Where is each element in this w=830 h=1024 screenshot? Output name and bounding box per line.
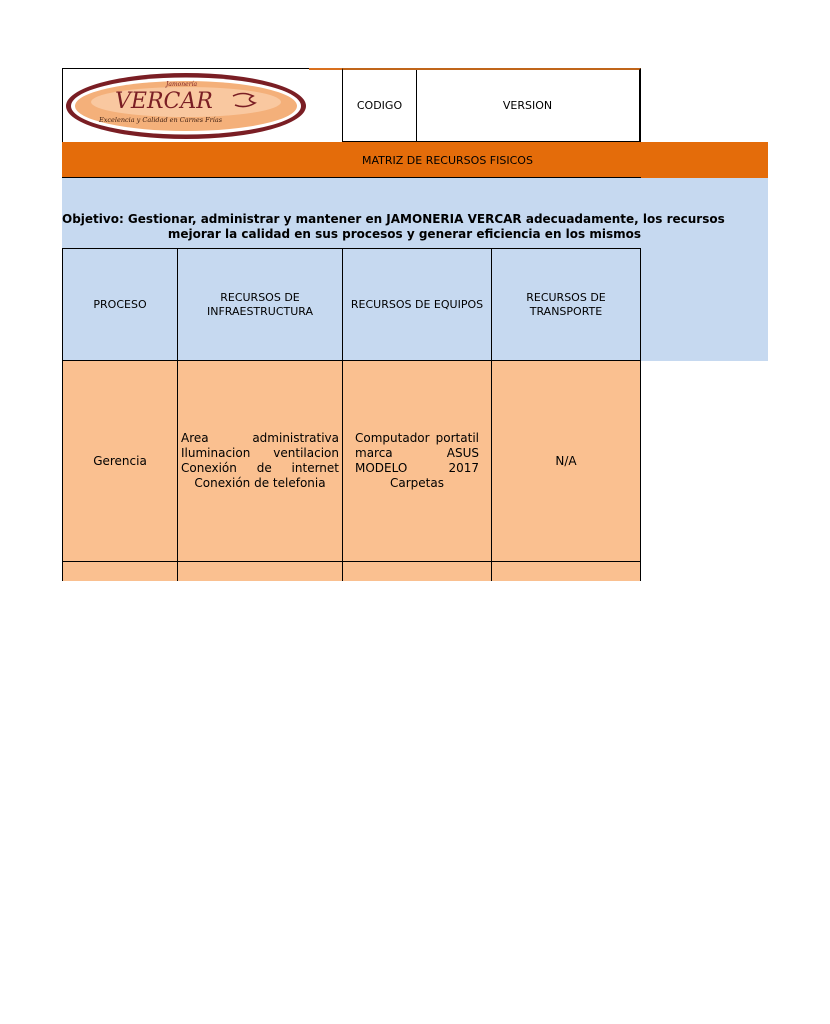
cell-equipos xyxy=(342,360,492,562)
logo-tagline-text: Excelencia y Calidad en Carnes Frías xyxy=(99,116,223,124)
cell-proceso: Gerencia xyxy=(62,360,178,562)
column-header-proceso: PROCESO xyxy=(62,248,178,361)
column-header-infraestructura: RECURSOS DE INFRAESTRUCTURA xyxy=(177,248,343,361)
next-row-cell-2 xyxy=(177,561,343,581)
cell-transporte: N/A xyxy=(491,360,641,562)
matrix-title: MATRIZ DE RECURSOS FISICOS xyxy=(362,153,533,167)
header-gap xyxy=(309,68,343,142)
vercar-logo xyxy=(63,69,310,143)
logo-cell xyxy=(62,68,309,142)
objective-text xyxy=(62,212,725,248)
next-row-cell-1 xyxy=(62,561,178,581)
codigo-cell xyxy=(342,68,417,142)
column-header-equipos: RECURSOS DE EQUIPOS xyxy=(342,248,492,361)
column-header-transporte: RECURSOS DE TRANSPORTE xyxy=(491,248,641,361)
version-label: VERSION xyxy=(502,99,553,112)
next-row-cell-3 xyxy=(342,561,492,581)
logo-script-text: Jamonería xyxy=(166,81,198,88)
next-row-cell-4 xyxy=(491,561,641,581)
objective-line-2: mejorar la calidad en sus procesos y generar eficiencia en los mismos xyxy=(167,227,641,241)
logo-brand-text: VERCAR xyxy=(115,89,213,114)
version-cell xyxy=(416,68,641,142)
codigo-label: CODIGO xyxy=(356,99,403,112)
cell-equipos-text: Computador portatil marca ASUS MODELO 2017 Carpetas xyxy=(355,431,479,490)
cell-infraestructura xyxy=(177,360,343,562)
objective-line-1: Objetivo: Gestionar, administrar y mantener en JAMONERIA VERCAR adecuadamente, los recursos xyxy=(62,212,725,226)
cell-infraestructura-text: Area administrativa Iluminacion ventilacion Conexión de internet Conexión de telefonia xyxy=(181,431,339,490)
